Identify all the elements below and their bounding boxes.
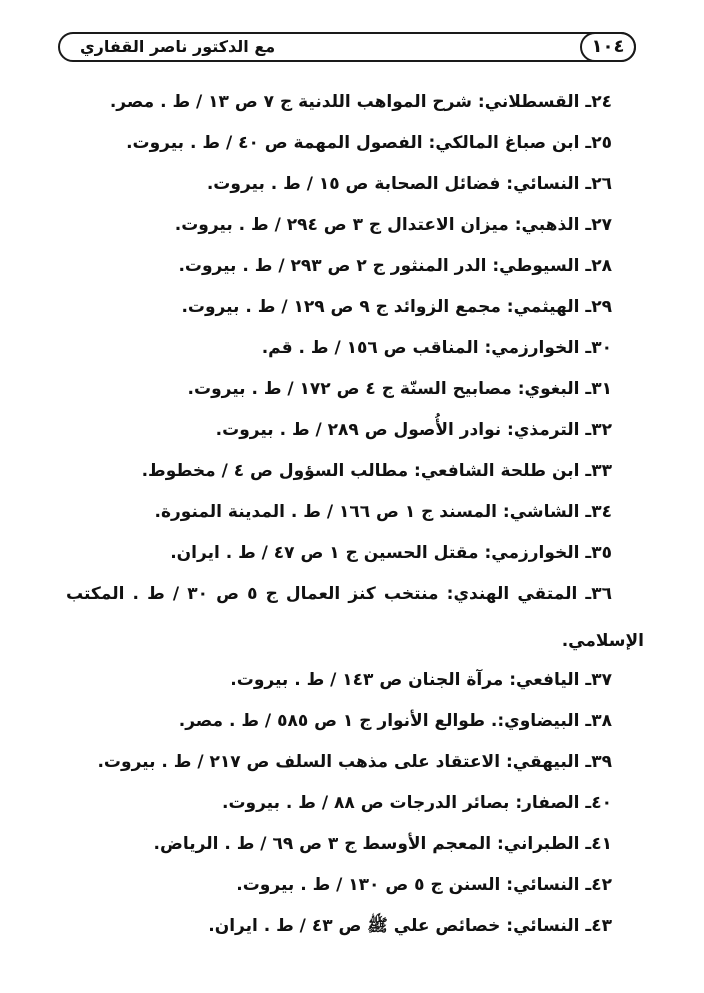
reference-item: ٤٢ـ النسائي: السنن ج ٥ ص ١٣٠ / ط . بيروت. (236, 875, 612, 895)
reference-item: ٣٨ـ البيضاوي:. طوالع الأنوار ج ١ ص ٥٨٥ / ط . مصر. (178, 711, 612, 731)
reference-item: ٢٥ـ ابن صباغ المالكي: الفصول المهمة ص ٤٠ / ط . بيروت. (126, 133, 612, 153)
page-header (58, 32, 636, 62)
reference-item: ٣٣ـ ابن طلحة الشافعي: مطالب السؤول ص ٤ / مخطوط. (141, 461, 612, 481)
reference-item: ٢٨ـ السيوطي: الدر المنثور ج ٢ ص ٢٩٣ / ط . بيروت. (178, 256, 612, 276)
reference-item: ٢٤ـ القسطلاني: شرح المواهب اللدنية ج ٧ ص ١٣ / ط . مصر. (109, 92, 612, 112)
reference-item: ٣١ـ البغوي: مصابيح السنّة ج ٤ ص ١٧٢ / ط . بيروت. (187, 379, 612, 399)
reference-item: ٣٥ـ الخوارزمي: مقتل الحسين ج ١ ص ٤٧ / ط . ايران. (170, 543, 612, 563)
reference-item: ٤٠ـ الصفار: بصائر الدرجات ص ٨٨ / ط . بيروت. (222, 793, 612, 813)
reference-item: ٤٣ـ النسائي: خصائص علي ﷺ ص ٤٣ / ط . ايران. (208, 916, 612, 936)
reference-item: ٣٦ـ المتقي الهندي: منتخب كنز العمال ج ٥ ص ٣٠ / ط . المكتب (66, 584, 612, 604)
reference-item: ٣٢ـ الترمذي: نوادر الأُصول ص ٢٨٩ / ط . بيروت. (215, 420, 612, 440)
page-number: ١٠٤ (580, 32, 636, 62)
reference-item: ٢٧ـ الذهبي: ميزان الاعتدال ج ٣ ص ٢٩٤ / ط . بيروت. (174, 215, 612, 235)
reference-item: ٢٩ـ الهيثمي: مجمع الزوائد ج ٩ ص ١٢٩ / ط . بيروت. (181, 297, 612, 317)
reference-item: ٣٤ـ الشاشي: المسند ج ١ ص ١٦٦ / ط . المدينة المنورة. (154, 502, 612, 522)
reference-item: ٣٧ـ اليافعي: مرآة الجنان ص ١٤٣ / ط . بيروت. (230, 670, 612, 690)
reference-list (0, 82, 704, 947)
reference-item: ٣٩ـ البيهقي: الاعتقاد على مذهب السلف ص ٢١٧ / ط . بيروت. (97, 752, 612, 772)
reference-item: ٤١ـ الطبراني: المعجم الأوسط ج ٣ ص ٦٩ / ط . الرياض. (153, 834, 612, 854)
reference-continuation: الإسلامي. (561, 631, 644, 651)
running-title: مع الدكتور ناصر القفاري (80, 37, 276, 56)
reference-item: ٣٠ـ الخوارزمي: المناقب ص ١٥٦ / ط . قم. (261, 338, 612, 358)
reference-item: ٢٦ـ النسائي: فضائل الصحابة ص ١٥ / ط . بيروت. (206, 174, 612, 194)
